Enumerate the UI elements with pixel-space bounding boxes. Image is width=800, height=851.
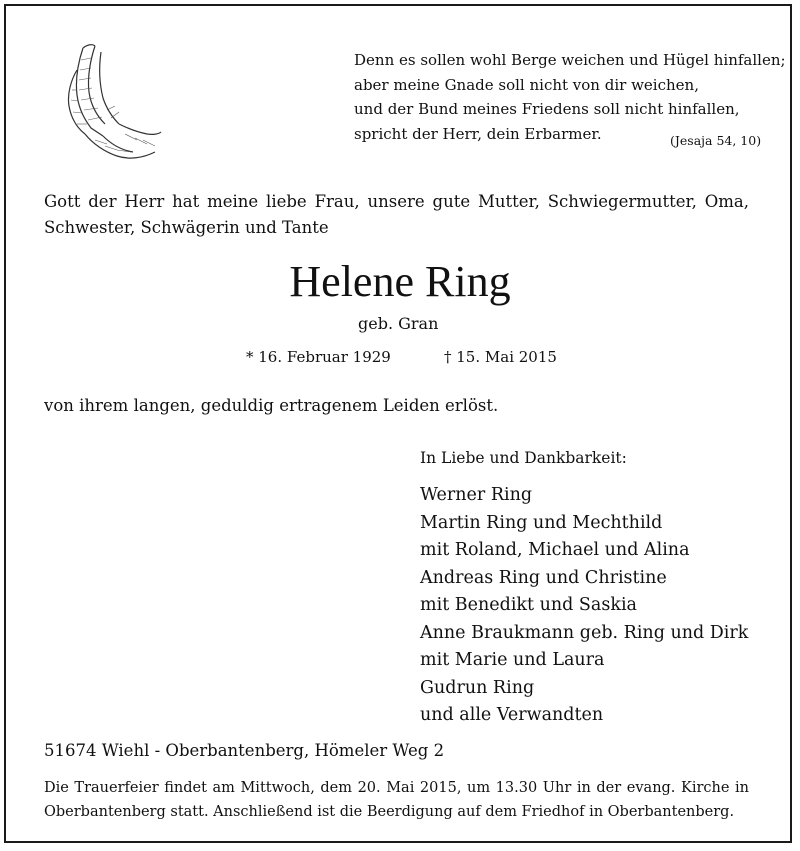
family-member: mit Marie und Laura	[420, 650, 605, 670]
thanks-heading: In Liebe und Dankbarkeit:	[420, 449, 627, 467]
notice-line: Die Trauerfeier findet am Mittwoch, dem 20. Mai 2015, um 13.30 Uhr in der evang. Kirche in	[44, 780, 749, 796]
family-member: mit Roland, Michael und Alina	[420, 540, 690, 560]
praying-hands-icon	[55, 40, 165, 170]
verse-line: aber meine Gnade soll nicht von dir weichen,	[354, 75, 699, 94]
family-member: Andreas Ring und Christine	[420, 567, 667, 588]
funeral-notice	[44, 776, 749, 824]
verse-line: Denn es sollen wohl Berge weichen und Hügel hinfallen;	[354, 51, 786, 69]
family-member: und alle Verwandten	[420, 705, 604, 725]
verse-line: und der Bund meines Friedens soll nicht hinfallen,	[354, 100, 740, 118]
deceased-name: Helene Ring	[289, 257, 511, 306]
bible-verse	[354, 48, 786, 146]
family-member: Martin Ring und Mechthild	[420, 512, 663, 533]
verse-line: spricht der Herr, dein Erbarmer.	[354, 124, 602, 143]
birth-date: * 16. Februar 1929	[246, 348, 391, 366]
released-text: von ihrem langen, geduldig ertragenem Leiden erlöst.	[44, 396, 499, 415]
notice-line: Oberbantenberg statt. Anschließend ist die Beerdigung auf dem Friedhof in Oberbantenberg.	[44, 804, 735, 820]
death-date: † 15. Mai 2015	[444, 348, 557, 366]
maiden-name: geb. Gran	[358, 314, 439, 333]
verse-reference: (Jesaja 54, 10)	[670, 133, 762, 148]
family-member: Anne Braukmann geb. Ring und Dirk	[420, 622, 749, 643]
family-list	[420, 482, 748, 730]
family-member: Gudrun Ring	[420, 677, 535, 698]
intro-text: Gott der Herr hat meine liebe Frau, unsere gute Mutter, Schwiegermutter, Oma, Schwester, Schwägerin und Tante	[44, 192, 749, 237]
address: 51674 Wiehl - Oberbantenberg, Hömeler Weg 2	[44, 741, 445, 760]
family-member: mit Benedikt und Saskia	[420, 595, 637, 615]
family-member: Werner Ring	[420, 485, 533, 505]
